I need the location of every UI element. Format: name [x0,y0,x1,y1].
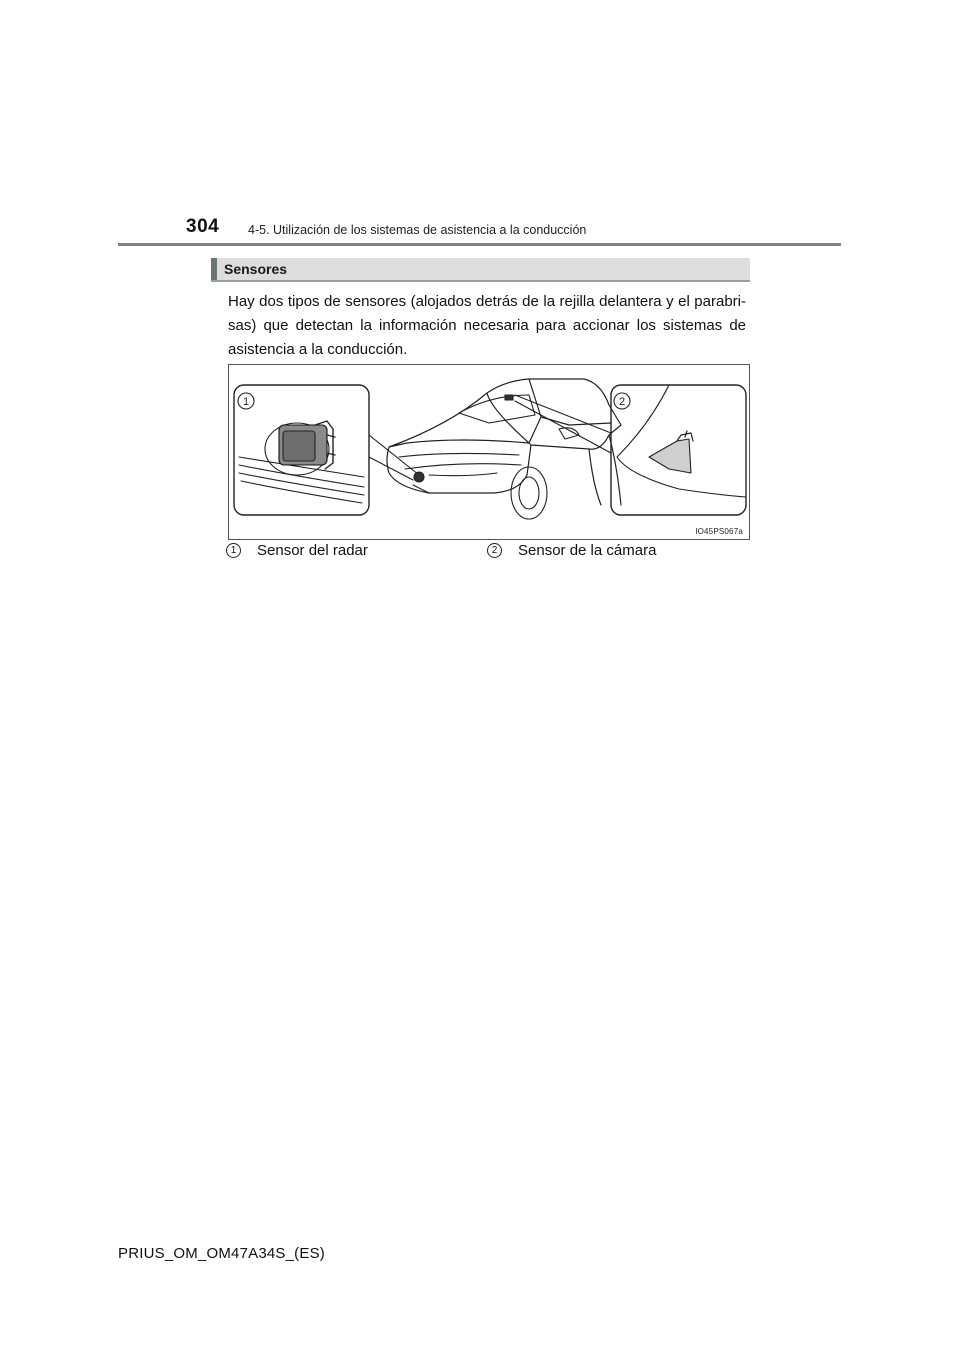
section-title: Sensores [224,261,288,277]
sensor-figure [228,364,750,540]
figure-code: IO45PS067a [695,527,743,536]
legend-number: 1 [226,543,241,558]
legend-number: 2 [487,543,502,558]
windshield [459,395,535,423]
legend-label: Sensor de la cámara [518,542,657,559]
callout-2-label: 2 [618,396,626,408]
legend-item-camera [487,542,656,559]
camera-housing [649,439,691,473]
callout-1-label: 1 [242,396,250,408]
front-wheel [511,467,547,519]
leader-line-1 [369,435,419,480]
camera-marker [505,395,513,400]
legend-item-radar [226,542,368,559]
sensor-illustration [229,365,751,541]
front-wheel-rim [519,477,539,509]
legend-label: Sensor del radar [257,542,368,559]
radar-sensor-face [283,431,315,461]
front-sensor-marker [414,472,424,482]
chapter-title: 4-5. Utilización de los sistemas de asistencia a la conducción [248,223,587,237]
footer-doc-code: PRIUS_OM_OM47A34S_(ES) [118,1245,325,1262]
header-rule [118,243,841,246]
car-body [387,379,621,505]
section-header [211,258,750,282]
body-paragraph: Hay dos tipos de sensores (alojados detrás de la rejilla delantera y el parabri-sas) que detectan la información necesaria para accionar los sistemas de asistencia a la conducción. [228,293,746,358]
page-number: 304 [186,216,220,237]
section-accent [211,258,217,280]
